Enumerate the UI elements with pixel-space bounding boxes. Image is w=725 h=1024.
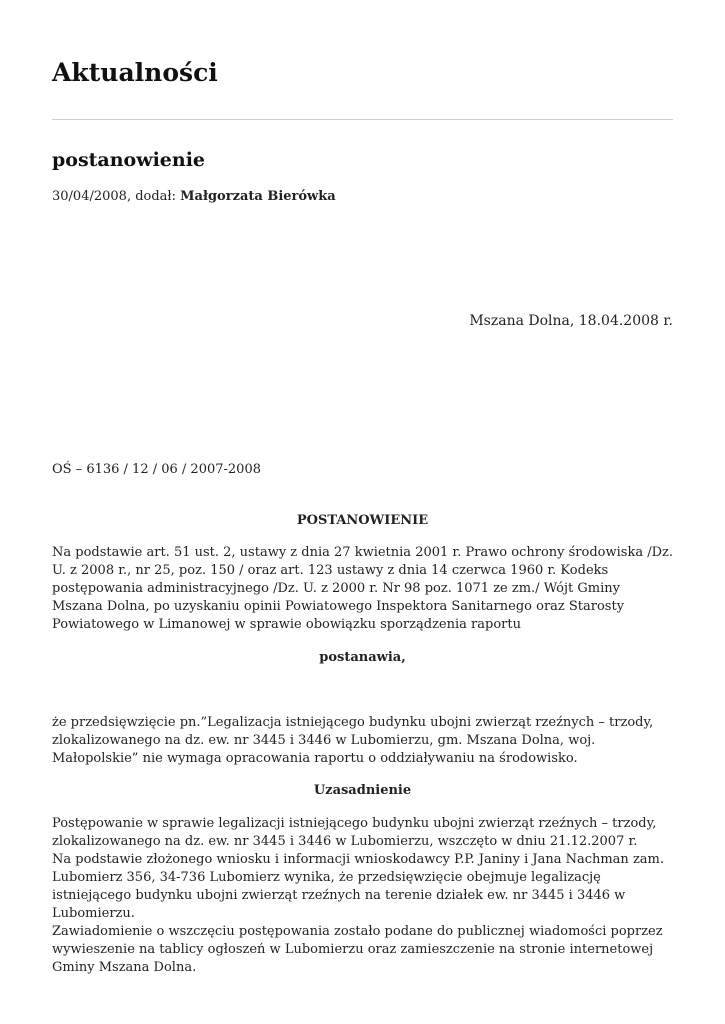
case-reference: OŚ – 6136 / 12 / 06 / 2007-2008 <box>52 462 261 477</box>
place-date: Mszana Dolna, 18.04.2008 r. <box>469 313 673 329</box>
decides-heading: postanawia, <box>319 650 406 665</box>
decision-paragraph: że przedsięwzięcie pn.”Legalizacja istniejącego budynku ubojni zwierząt rzeźnych – trzody, zlokalizowanego na dz. ew. nr 3445 i 3446 w Lubomierzu, gm. Mszana Dolna, woj. Małopolskie” nie wymaga opracowania raportu o oddziaływaniu na środowisko. <box>52 715 654 766</box>
post-date: 30/04/2008 <box>52 189 127 204</box>
added-by-label: , dodał: <box>126 189 181 204</box>
header-divider <box>52 119 673 120</box>
post-author: Małgorzata Bierówka <box>180 189 336 204</box>
post-title[interactable]: postanowienie <box>52 149 206 171</box>
legal-basis-paragraph: Na podstawie art. 51 ust. 2, ustawy z dnia 27 kwietnia 2001 r. Prawo ochrony środowiska /Dz. U. z 2008 r., nr 25, poz. 150 / oraz art. 123 ustawy z dnia 14 czerwca 1960 r. Kodeks postępowania administracyjnego /Dz. U. z 2000 r. Nr 98 poz. 1071 ze zm./ Wójt Gminy Mszana Dolna, po uzyskaniu opinii Powiatowego Inspektora Sanitarnego oraz Starosty Powiatowego w Limanowej w sprawie obowiązku sporządzenia raportu <box>52 545 673 632</box>
decision-heading: POSTANOWIENIE <box>296 513 429 528</box>
justification-heading: Uzasadnienie <box>313 783 412 798</box>
site-title: Aktualności <box>52 58 218 87</box>
justification-paragraph: Postępowanie w sprawie legalizacji istniejącego budynku ubojni zwierząt rzeźnych – trzody, zlokalizowanego na dz. ew. nr 3445 i 3446 w Lubomierzu, wszczęto w dniu 21.12.2007 r. Na podstawie złożonego wniosku i informacji wnioskodawcy P.P. Janiny i Jana Nachman zam. Lubomierz 356, 34-736 Lubomierz wynika, że przedsięwzięcie obejmuje legalizację istniejącego budynku ubojni zwierząt rzeźnych na terenie działek ew. nr 3445 i 3446 w Lubomierzu. Zawiadomienie o wszczęciu postępowania zostało podane do publicznej wiadomości poprzez wywieszenie na tablicy ogłoszeń w Lubomierzu oraz zamieszczenie na stronie internetowej Gminy Mszana Dolna. <box>52 816 664 975</box>
post-meta <box>52 188 336 206</box>
